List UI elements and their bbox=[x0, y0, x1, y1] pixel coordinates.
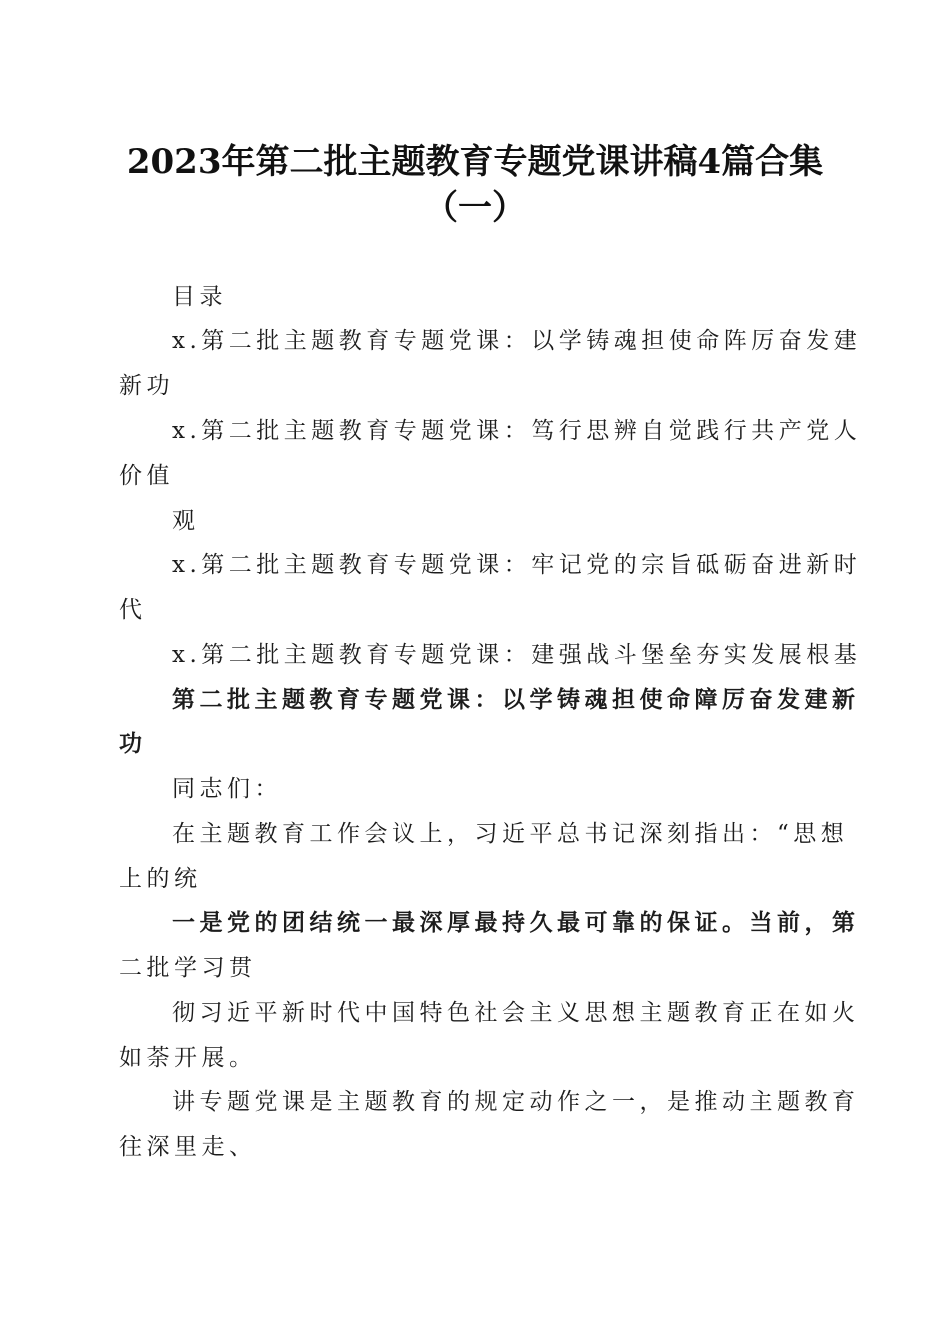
body-paragraph-line: 往深里走、 bbox=[119, 1134, 257, 1160]
body-paragraph-line: 彻习近平新时代中国特色社会主义思想主题教育正在如火 bbox=[172, 1000, 860, 1026]
body-paragraph-line: 在主题教育工作会议上，习近平总书记深刻指出：“思想 bbox=[172, 821, 849, 847]
toc-item-2: x.第二批主题教育专题党课：笃行思辨自觉践行共产党人 bbox=[172, 418, 862, 444]
document-title: 2023年第二批主题教育专题党课讲稿4篇合集 bbox=[126, 142, 824, 182]
body-paragraph-line: 一是党的团结统一最深厚最持久最可靠的保证。当前，第 bbox=[172, 909, 860, 936]
body-paragraph-line: 上的统 bbox=[119, 866, 202, 892]
toc-item-2-cont2: 观 bbox=[172, 508, 200, 534]
toc-item-4: x.第二批主题教育专题党课：建强战斗堡垒夯实发展根基 bbox=[172, 642, 862, 668]
toc-heading: 目录 bbox=[172, 284, 227, 310]
toc-item-3-cont: 代 bbox=[119, 597, 147, 623]
toc-item-2-cont: 价值 bbox=[119, 463, 174, 489]
body-paragraph-line: 二批学习贯 bbox=[119, 955, 257, 981]
section-heading-cont: 功 bbox=[119, 730, 147, 757]
toc-item-1: x.第二批主题教育专题党课：以学铸魂担使命阵厉奋发建 bbox=[172, 328, 862, 354]
salutation: 同志们： bbox=[172, 776, 282, 802]
document-title-sub: （一） bbox=[424, 188, 526, 228]
toc-item-3: x.第二批主题教育专题党课：牢记党的宗旨砥砺奋进新时 bbox=[172, 552, 862, 578]
body-paragraph-line: 如荼开展。 bbox=[119, 1045, 257, 1071]
body-paragraph-line: 讲专题党课是主题教育的规定动作之一，是推动主题教育 bbox=[172, 1089, 860, 1115]
toc-item-1-cont: 新功 bbox=[119, 373, 174, 399]
section-heading: 第二批主题教育专题党课：以学铸魂担使命障厉奋发建新 bbox=[172, 686, 860, 713]
